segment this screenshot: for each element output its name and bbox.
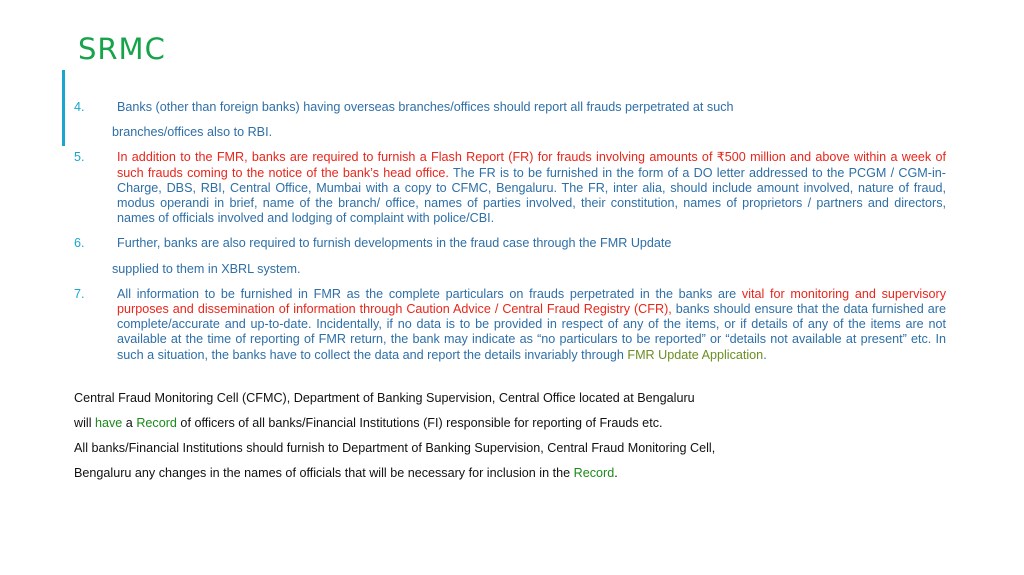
list-item-4 — [74, 100, 946, 115]
footer-highlight-record: Record — [573, 466, 615, 481]
footer-line-1: Central Fraud Monitoring Cell (CFMC), Department of Banking Supervision, Central Office located at Bengaluru — [74, 390, 695, 405]
list-item-7 — [74, 287, 946, 363]
footer-text: a — [122, 416, 137, 431]
footer-text: of officers of all banks/Financial Institutions (FI) responsible for reporting of Frauds etc. — [176, 416, 663, 431]
slide-title: SRMC — [78, 32, 166, 66]
item-continuation: supplied to them in XBRL system. — [112, 261, 301, 276]
item-number: 5. — [74, 150, 85, 165]
footer-highlight-have: have — [95, 416, 123, 431]
item-number: 4. — [74, 100, 85, 114]
item-text: Further, banks are also required to furnish developments in the fraud case through the FMR Update — [117, 236, 672, 251]
item-highlight: vital for monitoring and supervisory purposes and dissemination of information through Caution Advice / Central Fraud Registry (CFR), — [117, 286, 946, 317]
item-text — [117, 287, 946, 363]
item-text: Banks (other than foreign banks) having overseas branches/offices should report all frauds perpetrated at such — [117, 100, 734, 114]
footer-highlight-record: Record — [136, 416, 177, 431]
list-item-6 — [74, 236, 946, 251]
slide-body — [74, 100, 946, 482]
item-continuation: branches/offices also to RBI. — [112, 125, 273, 140]
item-number: 7. — [74, 286, 85, 301]
item-text — [117, 150, 946, 226]
item-link-text: FMR Update Application — [627, 347, 764, 362]
footer-text: . — [614, 466, 618, 481]
item-end: . — [763, 347, 767, 362]
item-highlight: In addition to the FMR, banks are required to furnish a Flash Report (FR) for frauds involving amounts of ₹500 million and above within a week of such frauds coming to the notice of the bank’s head office. — [117, 150, 946, 180]
footer-text: Bengaluru any changes in the names of officials that will be necessary for inclusion in the — [74, 466, 574, 481]
list-item-5 — [74, 150, 946, 226]
footer-line-2 — [74, 416, 946, 431]
footer-line-4 — [74, 466, 946, 481]
footer-line-3: All banks/Financial Institutions should furnish to Department of Banking Supervision, Central Fraud Monitoring Cell, — [74, 441, 716, 456]
item-number: 6. — [74, 236, 85, 251]
accent-bar — [62, 70, 65, 146]
item-body: All information to be furnished in FMR as the complete particulars on frauds perpetrated in the banks are — [117, 286, 742, 301]
item-body: banks should ensure that the data furnished are complete/accurate and up-to-date. Incidentally, if no data is to be provided in respect of any of the items, or if details of any of the items are not available at the time of reporting of FMR return, the bank may indicate as “no particulars to be reported” or “details not available at present” etc. In such a situation, the banks have to collect the data and report the details invariably through — [117, 302, 946, 362]
item-body: The FR is to be furnished in the form of a DO letter addressed to the PCGM / CGM-in-Charge, DBS, RBI, Central Office, Mumbai with a copy to CFMC, Bengaluru. The FR, inter alia, should include amount involved, nature of fraud, modus operandi in brief, name of the branch/ office, names of parties involved, their constitution, names of proprietors / partners and directors, names of officials involved and lodging of complaint with police/CBI. — [117, 165, 946, 226]
footer-text: will — [74, 416, 95, 431]
